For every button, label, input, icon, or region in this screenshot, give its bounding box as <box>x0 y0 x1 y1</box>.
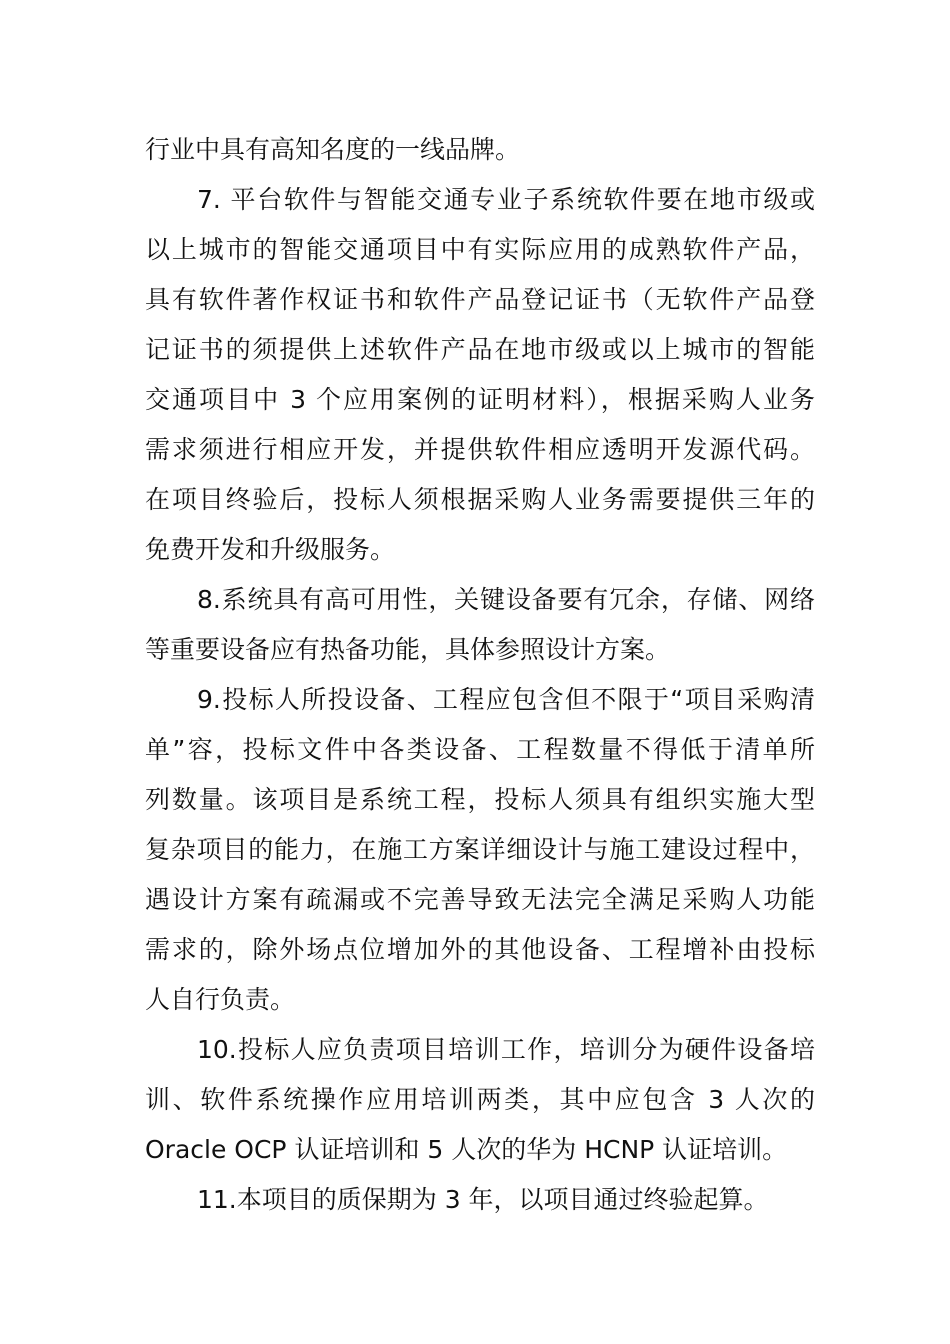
item-7-heading-line: 7. 平台软件与智能交通专业子系统软件要在地市级或 <box>197 185 815 214</box>
item-11-heading-line: 11.本项目的质保期为 3 年，以项目通过终验起算。 <box>197 1185 769 1214</box>
text-line: 记证书的须提供上述软件产品在地市级或以上城市的智能 <box>145 335 815 364</box>
document-body <box>145 125 815 1225</box>
item-10-heading-line: 10.投标人应负责项目培训工作，培训分为硬件设备培 <box>197 1035 815 1064</box>
text-line: 训、软件系统操作应用培训两类，其中应包含 3 人次的 <box>145 1085 815 1114</box>
text-line: 在项目终验后，投标人须根据采购人业务需要提供三年的 <box>145 485 815 514</box>
text-line: 需求的，除外场点位增加外的其他设备、工程增补由投标 <box>145 935 815 964</box>
text-line: 需求须进行相应开发，并提供软件相应透明开发源代码。 <box>145 435 815 464</box>
text-line: 以上城市的智能交通项目中有实际应用的成熟软件产品， <box>145 235 815 264</box>
text-line: 人自行负责。 <box>145 985 296 1014</box>
text-line: 单”容，投标文件中各类设备、工程数量不得低于清单所 <box>145 735 815 764</box>
item-8-heading-line: 8.系统具有高可用性，关键设备要有冗余，存储、网络 <box>197 585 815 614</box>
text-line: 行业中具有高知名度的一线品牌。 <box>145 135 521 164</box>
text-line: 免费开发和升级服务。 <box>145 535 396 564</box>
item-9-heading-line: 9.投标人所投设备、工程应包含但不限于“项目采购清 <box>197 685 815 714</box>
text-line: 等重要设备应有热备功能，具体参照设计方案。 <box>145 635 671 664</box>
text-line: 具有软件著作权证书和软件产品登记证书（无软件产品登 <box>145 285 815 314</box>
text-line: Oracle OCP 认证培训和 5 人次的华为 HCNP 认证培训。 <box>145 1135 788 1164</box>
text-line: 遇设计方案有疏漏或不完善导致无法完全满足采购人功能 <box>145 885 815 914</box>
text-line: 交通项目中 3 个应用案例的证明材料），根据采购人业务 <box>145 385 815 414</box>
text-line: 列数量。该项目是系统工程，投标人须具有组织实施大型 <box>145 785 815 814</box>
text-line: 复杂项目的能力，在施工方案详细设计与施工建设过程中， <box>145 835 815 864</box>
